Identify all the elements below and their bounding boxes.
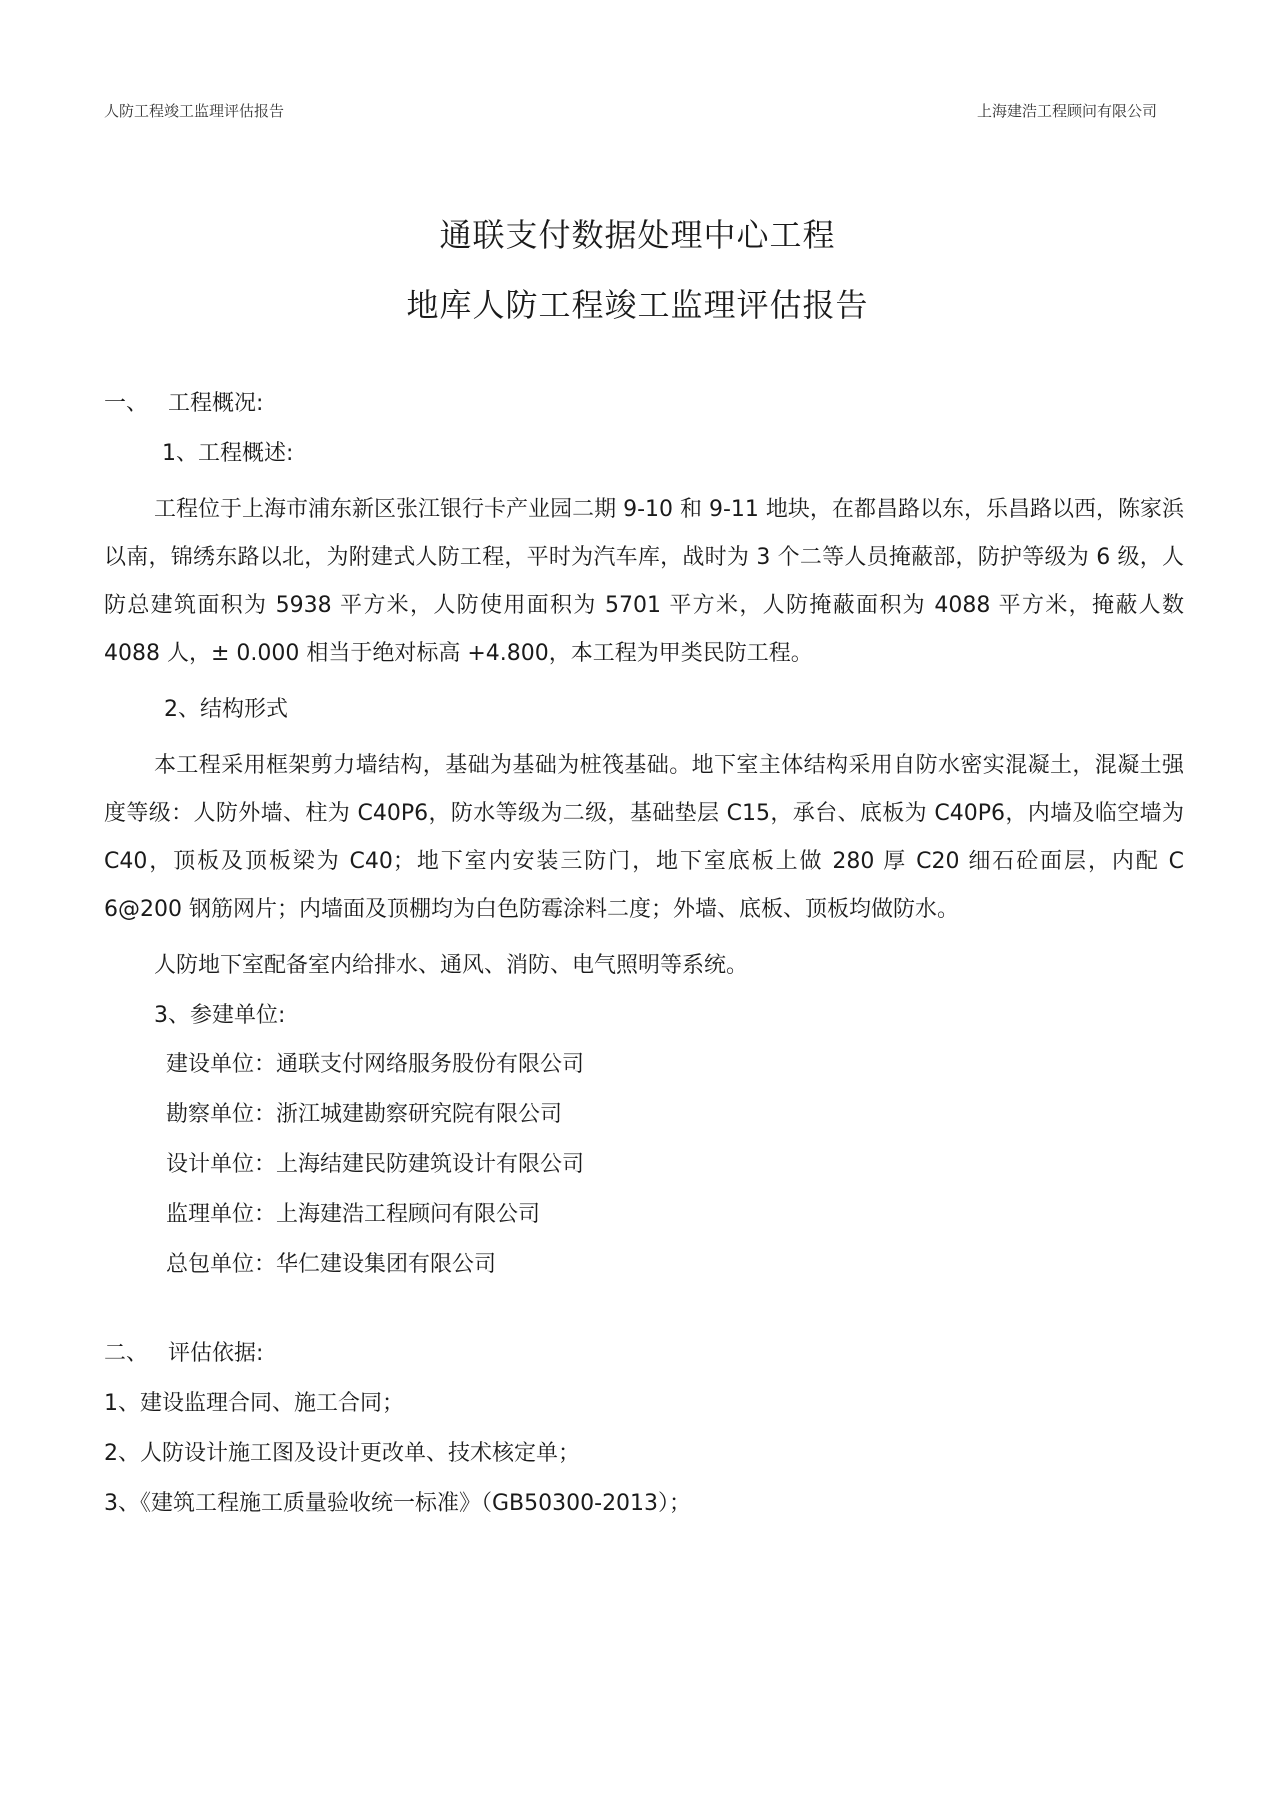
document-title-line-2: 地库人防工程竣工监理评估报告 xyxy=(406,286,869,324)
section-2-heading xyxy=(104,1336,1184,1372)
basis-item: 3、《建筑工程施工质量验收统一标准》（GB50300-2013）； xyxy=(104,1491,692,1516)
unit-design: 设计单位：上海结建民防建筑设计有限公司 xyxy=(166,1152,585,1177)
systems-paragraph: 人防地下室配备室内给排水、通风、消防、电气照明等系统。 xyxy=(154,953,749,978)
subsection-1-heading: 1、工程概述: xyxy=(162,441,294,466)
page-header xyxy=(104,100,1157,124)
section-1-number: 一、 xyxy=(104,391,149,416)
unit-owner: 建设单位：通联支付网络服务股份有限公司 xyxy=(166,1052,585,1077)
unit-supervision: 监理单位：上海建浩工程顾问有限公司 xyxy=(166,1202,541,1227)
section-2-number: 二、 xyxy=(104,1341,149,1366)
basis-item: 1、建设监理合同、施工合同； xyxy=(104,1391,404,1416)
unit-survey: 勘察单位：浙江城建勘察研究院有限公司 xyxy=(166,1102,563,1127)
structure-paragraph: 本工程采用框架剪力墙结构，基础为基础为桩筏基础。地下室主体结构采用自防水密实混凝土，混凝土强度等级：人防外墙、柱为 C40P6，防水等级为二级，基础垫层 C15，承台、底板为 C40P6，内墙及临空墙为 C40，顶板及顶板梁为 C40；地下室内安装三防门，地下室底板上做 280 厚 C20 细石砼面层，内配 C 6@200 钢筋网片；内墙面及顶棚均为白色防霉涂料二度；外墙、底板、顶板均做防水。 xyxy=(104,753,1184,922)
subsection-3-heading: 3、参建单位: xyxy=(154,1003,286,1028)
header-left-text: 人防工程竣工监理评估报告 xyxy=(104,102,285,120)
section-2-label: 评估依据: xyxy=(168,1341,264,1366)
section-1-heading xyxy=(104,386,1184,422)
subsection-2-heading: 2、结构形式 xyxy=(164,697,288,722)
document-body xyxy=(104,386,1184,1536)
basis-item: 2、人防设计施工图及设计更改单、技术核定单； xyxy=(104,1441,580,1466)
section-1-label: 工程概况: xyxy=(168,391,264,416)
header-right-text: 上海建浩工程顾问有限公司 xyxy=(976,102,1157,120)
unit-contractor: 总包单位：华仁建设集团有限公司 xyxy=(166,1252,497,1277)
project-overview-paragraph: 工程位于上海市浦东新区张江银行卡产业园二期 9-10 和 9-11 地块，在都昌路以东，乐昌路以西，陈家浜以南，锦绣东路以北，为附建式人防工程，平时为汽车库，战时为 3 个二等人员掩蔽部，防护等级为 6 级，人防总建筑面积为 5938 平方米，人防使用面积为 5701 平方米，人防掩蔽面积为 4088 平方米，掩蔽人数 4088 人，± 0.000 相当于绝对标高 +4.800，本工程为甲类民防工程。 xyxy=(104,497,1184,666)
document-title-line-1: 通联支付数据处理中心工程 xyxy=(439,216,836,254)
